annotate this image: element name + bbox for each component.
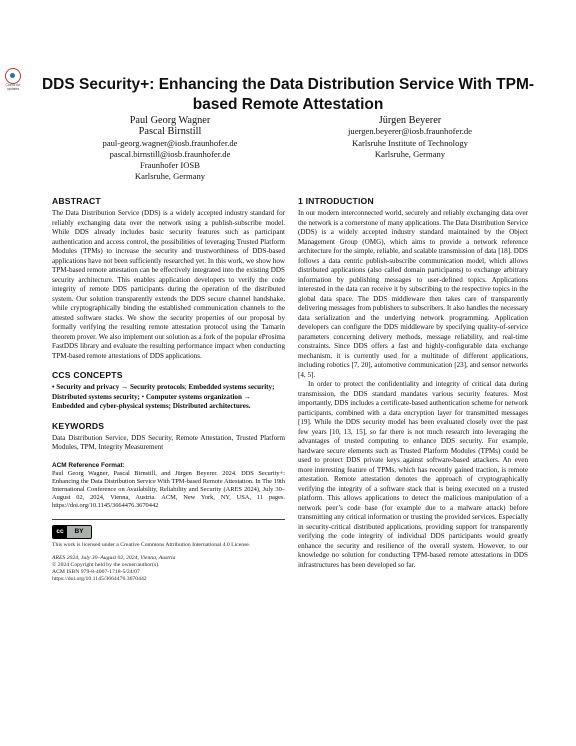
affiliation-1-city: Karlsruhe, Germany [134, 171, 206, 182]
author-2 [60, 126, 280, 137]
isbn-line: ACM ISBN 979-8-4007-1718-5/24/07 [52, 569, 140, 576]
author-2-email[interactable]: pascal.birnstill@iosb.fraunhofer.de [109, 148, 231, 159]
badge-line-2: updates [6, 86, 20, 91]
author-3-name: Jürgen Beyerer [378, 115, 442, 126]
affiliation-1-org: Fraunhofer IOSB [140, 160, 200, 171]
paper-title: DDS Security+: Enhancing the Data Distribution Service With TPM-based Remote Attestation [41, 76, 535, 113]
cc-logo-right: BY [67, 526, 91, 538]
acm-ref-heading: ACM Reference Format: [52, 461, 125, 469]
creative-commons-icon[interactable] [52, 525, 92, 539]
author-1-name: Paul Georg Wagner [129, 115, 211, 126]
intro-paragraph-2: In order to protect the confidentiality and integrity of critical data during transmission, the DDS standard mandates various security features. Most importantly, DDS includes a certificate-based authentication scheme for network participants, combined with a data encryption layer for transmitted messages [19]. While the DDS security model has been evaluated closely over the past few years [10, 13, 15], so far there is not much research into leveraging the advantages of trusted computing to enhance DDS security. For example, hardware secure elements such as Trusted Platform Modules (TPMs) could be used to protect DDS private keys against software-based attackers. An even more interesting feature of TPMs, which has recently gained traction, is remote attestation. Remote attestation denotes the approach of cryptographically verifying the integrity of a software stack that is being executed on a trusted platform. This allows applications to detect the malicious manipulation of a network peer’s code base (for example due to a malware attack) before transmitting any critical information or trusting the provided services. Especially in security-critical distributed applications, providing support for transparently verifying the code integrity of individual DDS participants would greatly enhance the security and resilience of the overall system. However, to our knowledge no solution for conducting TPM-based remote attestations in DDS infrastructures has been developed so far. [298, 380, 528, 569]
ccs-l1i: Embedded and cyber-physical systems; Distributed architectures. [52, 402, 251, 410]
author-3-email[interactable]: juergen.beyerer@iosb.fraunhofer.de [348, 126, 472, 137]
check-for-updates-badge[interactable] [4, 68, 22, 94]
affiliation-2-city: Karlsruhe, Germany [374, 148, 446, 159]
left-column [52, 196, 285, 584]
ccs-l1d: ; [184, 383, 189, 391]
affiliation-2-org: Karlsruhe Institute of Technology [352, 137, 468, 148]
copyright-line: © 2024 Copyright held by the owner/author(s). [52, 561, 160, 568]
abstract-heading: ABSTRACT [52, 196, 101, 206]
affiliation-2 [300, 126, 520, 160]
ccs-l1e: Embedded systems security; Distributed systems security; [52, 383, 275, 401]
author-3 [300, 115, 520, 126]
acm-ref-text: Paul Georg Wagner, Pascal Birnstill, and Jürgen Beyerer. 2024. DDS Security+: Enhancing the Data Distribution Service With TPM-based Remote Attestation. In The 19th International Conference on Availability, Reliability and Security (ARES 2024), July 30–August 02, 2024, Vienna, Austria. ACM, New York, NY, USA, 11 pages. https://doi.org/10.1145/3664476.3670442 [52, 469, 285, 510]
ccs-l1c: Security protocols [129, 383, 185, 391]
cc-logo-left: cc [53, 526, 67, 538]
ccs-l1f: • [139, 392, 146, 401]
doi-link[interactable]: https://doi.org/10.1145/3664476.3670442 [52, 576, 147, 583]
check-updates-icon [5, 68, 21, 84]
author-1 [60, 115, 280, 126]
keywords-text: Data Distribution Service, DDS Security, Remote Attestation, Trusted Platform Modules, TPM, Integrity Measurement [52, 433, 285, 451]
author-2-name: Pascal Birnstill [138, 126, 202, 138]
license-block [52, 519, 285, 584]
intro-paragraph-1: In our modern interconnected world, securely and reliably exchanging data over the network is a cornerstone of many applications. The Data Distribution Service (DDS) is a widely accepted industry standard maintained by the Object Management Group (OMG), which aims to provide a network reference architecture for the simple, reliable, and scalable transmission of data [18]. DDS follows a data centric publish-subscribe communication model, which allows distributed applications (also called domain participants) to exchange arbitrary information by publishing messages to user-defined topics. Applications interested in the data can receive it by subscribing to the respective topics in the global data space. The DDS middleware then takes care of transparently delivering messages from publishers to subscribers. It also handles the necessary data serialization and the underlying network programming. Application developers can configure the DDS middleware by specifying quality-of-service parameters concerning delivery methods, message reliability, and real-time constraints. Since DDS offers a fast and highly-configurable data exchange mechanism, it is currently used for a multitude of different applications, including robotics [7, 20], automotive communication [23], and sensor networks [4, 5]. [298, 209, 528, 379]
intro-heading: 1 INTRODUCTION [298, 196, 374, 206]
ccs-l1g: Computer systems organization [145, 392, 242, 401]
ccs-l1a: • Security and privacy [52, 383, 120, 391]
keywords-heading: KEYWORDS [52, 420, 105, 431]
affiliation-1 [60, 138, 280, 183]
ccs-l1h: → [241, 392, 251, 401]
abstract-text: The Data Distribution Service (DDS) is a widely accepted industry standard for reliably exchanging data over the network using a publish-subscribe model. While DDS already includes basic security features such as participant authentication and access control, the possibilities of leveraging Trusted Platform Modules (TPMs) to increase the security and trustworthiness of DDS-based applications have not been sufficiently researched yet. In this work, we show how TPM-based remote attestation can be effectively integrated into the existing DDS security architecture. This enables application developers to verify the code integrity of remote DDS participants during the operation of the distributed system. Our solution transparently extends the DDS secure channel handshake, while cryptographically binding the established communication channels to the attested software stacks. We show the security properties of our proposal by formally verifying the resulting remote attestation protocol using the Tamarin theorem prover. We also implement our solution as a fork of the popular eProsima FastDDS library and evaluate the resulting performance impact when conducting TPM-based remote attestations of DDS applications. [52, 209, 285, 360]
ccs-concepts-list [52, 383, 285, 412]
ccs-l1b: → [119, 383, 130, 391]
license-text: This work is licensed under a Creative Commons Attribution International 4.0 License. [52, 541, 251, 548]
conference-line: ARES 2024, July 30–August 02, 2024, Vienna, Austria [52, 554, 176, 561]
right-column [298, 196, 528, 570]
ccs-heading: CCS CONCEPTS [52, 370, 123, 380]
author-1-email[interactable]: paul-georg.wagner@iosb.fraunhofer.de [102, 137, 238, 148]
badge-line-1: Check for [5, 83, 21, 87]
